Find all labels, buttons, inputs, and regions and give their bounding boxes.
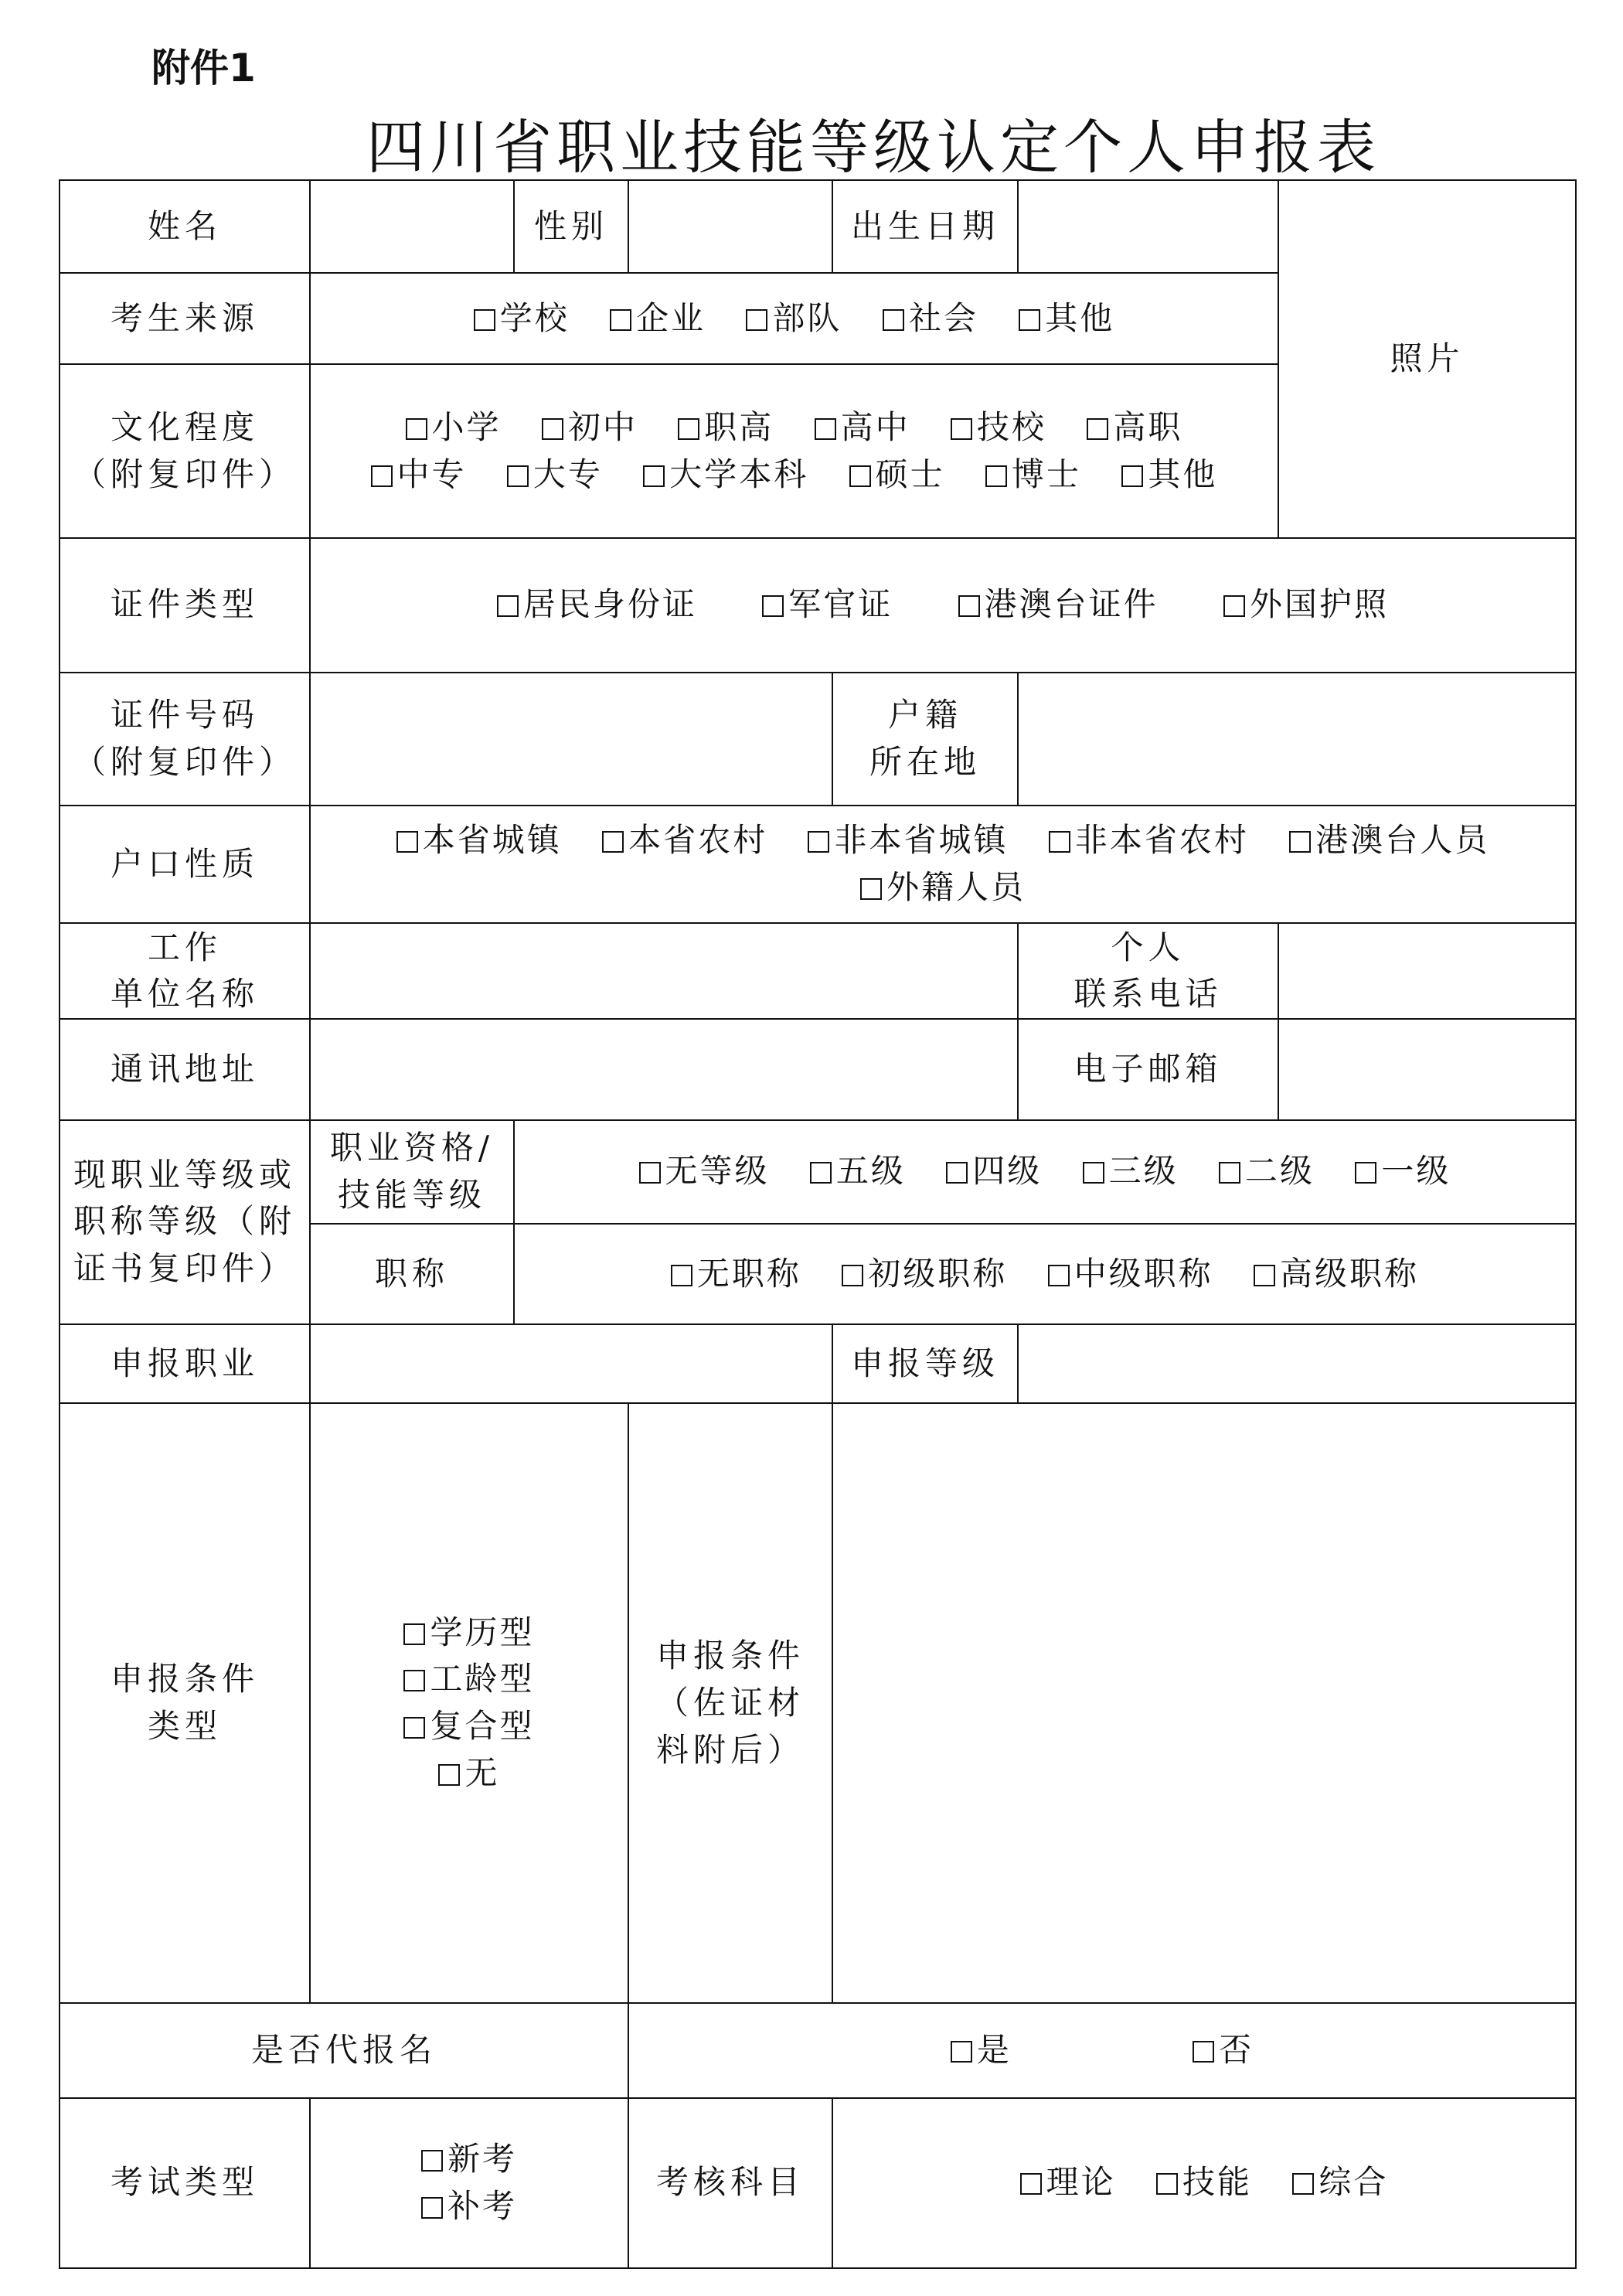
label-qualification-line1: 职业资格/ <box>329 1128 495 1167</box>
option-label: 大专 <box>532 455 603 493</box>
checkbox-icon[interactable] <box>1083 1162 1104 1184</box>
attachment-label: 附件1 <box>151 46 256 90</box>
option-label: 复合型 <box>430 1707 535 1746</box>
education-options <box>310 364 1278 537</box>
label-household-location-line2: 所在地 <box>869 743 981 782</box>
checkbox-icon[interactable] <box>507 465 529 487</box>
checkbox-icon[interactable] <box>497 595 519 617</box>
label-education <box>60 364 310 537</box>
checkbox-icon[interactable] <box>403 1717 425 1739</box>
checkbox-icon[interactable] <box>671 1265 692 1286</box>
label-conditions-line3: 料附后） <box>655 1730 805 1769</box>
checkbox-icon[interactable] <box>1049 831 1070 853</box>
label-current-level-line2: 职称等级（附 <box>73 1202 296 1241</box>
title-rank-option[interactable] <box>671 1255 801 1293</box>
option-label: 学历型 <box>430 1613 535 1651</box>
label-email: 电子邮箱 <box>1018 1019 1278 1119</box>
education-option[interactable] <box>507 455 603 493</box>
label-phone-line1: 个人 <box>1111 928 1186 966</box>
checkbox-icon[interactable] <box>1292 2173 1314 2195</box>
exam-subject-option[interactable] <box>1020 2163 1116 2201</box>
option-label: 否 <box>1219 2031 1254 2069</box>
option-label: 高职 <box>1113 407 1183 446</box>
label-title-rank: 职称 <box>310 1224 514 1324</box>
household-options <box>310 806 1576 923</box>
title-rank-option[interactable] <box>1254 1255 1419 1293</box>
education-option[interactable] <box>371 455 467 493</box>
checkbox-icon[interactable] <box>815 418 836 440</box>
checkbox-icon[interactable] <box>958 595 980 617</box>
label-apply-occupation: 申报职业 <box>60 1324 310 1403</box>
source-option[interactable] <box>883 299 978 337</box>
checkbox-icon[interactable] <box>1019 309 1040 331</box>
application-form-table <box>59 179 1577 2269</box>
checkbox-icon[interactable] <box>396 831 418 853</box>
checkbox-icon[interactable] <box>762 595 784 617</box>
apply-occupation-field[interactable] <box>310 1324 832 1403</box>
education-option[interactable] <box>1121 455 1217 493</box>
label-gender: 性别 <box>514 180 628 273</box>
checkbox-icon[interactable] <box>951 2041 972 2063</box>
checkbox-icon[interactable] <box>678 418 699 440</box>
option-label: 无 <box>464 1754 500 1793</box>
conditions-field[interactable] <box>832 1403 1576 2003</box>
option-label: 部队 <box>772 298 842 337</box>
exam-type-options <box>310 2098 628 2268</box>
option-label: 军官证 <box>788 585 893 624</box>
education-option[interactable] <box>951 408 1046 446</box>
label-id-type: 证件类型 <box>60 538 310 673</box>
row-household-type <box>60 806 1576 923</box>
qualification-option[interactable] <box>1083 1152 1179 1190</box>
qualification-option[interactable] <box>946 1152 1042 1190</box>
checkbox-icon[interactable] <box>421 2150 443 2172</box>
checkbox-icon[interactable] <box>842 1265 863 1286</box>
checkbox-icon[interactable] <box>542 418 563 440</box>
label-address: 通讯地址 <box>60 1019 310 1119</box>
option-label: 居民身份证 <box>522 585 697 624</box>
option-label: 中级职称 <box>1073 1254 1213 1293</box>
label-proxy: 是否代报名 <box>60 2003 628 2097</box>
education-option[interactable] <box>1087 408 1182 446</box>
option-label: 无职称 <box>696 1254 801 1293</box>
label-name: 姓名 <box>60 180 310 273</box>
label-exam-type: 考试类型 <box>60 2098 310 2268</box>
work-unit-field[interactable] <box>310 923 1018 1019</box>
id-number-field[interactable] <box>310 673 832 806</box>
option-label: 港澳台人员 <box>1315 821 1490 860</box>
exam-subject-option[interactable] <box>1156 2163 1252 2201</box>
option-label: 非本省农村 <box>1074 821 1249 860</box>
option-label: 外国护照 <box>1250 585 1390 624</box>
household-option[interactable] <box>1049 821 1249 859</box>
option-label: 其他 <box>1148 455 1218 493</box>
option-label: 四级 <box>972 1152 1043 1191</box>
option-label: 本省城镇 <box>422 821 562 860</box>
row-id-type <box>60 538 1576 673</box>
option-label: 一级 <box>1381 1152 1451 1191</box>
education-option[interactable] <box>849 455 945 493</box>
option-label: 博士 <box>1012 455 1082 493</box>
option-label: 硕士 <box>875 455 945 493</box>
education-option[interactable] <box>643 455 808 493</box>
checkbox-icon[interactable] <box>403 1623 425 1645</box>
checkbox-icon[interactable] <box>1121 465 1143 487</box>
option-label: 理论 <box>1046 2163 1116 2202</box>
checkbox-icon[interactable] <box>1193 2041 1214 2063</box>
id-type-option[interactable] <box>1223 585 1389 623</box>
label-work-unit-line1: 工作 <box>147 928 222 966</box>
qualification-option[interactable] <box>1355 1152 1451 1190</box>
title-rank-option[interactable] <box>842 1255 1007 1293</box>
label-phone-line2: 联系电话 <box>1073 975 1223 1013</box>
condition-type-options <box>310 1403 628 2003</box>
label-exam-subject: 考核科目 <box>628 2098 832 2268</box>
email-field[interactable] <box>1278 1019 1576 1119</box>
option-label: 社会 <box>908 298 978 337</box>
row-qualification <box>60 1120 1576 1224</box>
label-birth-date: 出生日期 <box>832 180 1018 273</box>
option-label: 是 <box>976 2031 1012 2069</box>
checkbox-icon[interactable] <box>951 418 972 440</box>
label-phone <box>1018 923 1278 1019</box>
household-option[interactable] <box>808 821 1008 859</box>
label-conditions-line1: 申报条件 <box>655 1636 805 1674</box>
checkbox-icon[interactable] <box>610 309 631 331</box>
row-work-unit <box>60 923 1576 1019</box>
label-qualification-line2: 技能等级 <box>337 1175 486 1214</box>
label-apply-level: 申报等级 <box>832 1324 1018 1403</box>
household-option[interactable] <box>1289 821 1489 859</box>
checkbox-icon[interactable] <box>1087 418 1108 440</box>
qualification-options <box>514 1120 1576 1224</box>
exam-subject-options <box>832 2098 1576 2268</box>
label-condition-type <box>60 1403 310 2003</box>
photo-box[interactable]: 照片 <box>1278 180 1576 538</box>
option-label: 无等级 <box>665 1152 770 1191</box>
checkbox-icon[interactable] <box>1355 1162 1376 1184</box>
id-type-option[interactable] <box>762 585 893 623</box>
option-label: 大学本科 <box>669 455 809 493</box>
title-rank-options <box>514 1224 1576 1324</box>
phone-field[interactable] <box>1278 923 1576 1019</box>
label-work-unit <box>60 923 310 1019</box>
checkbox-icon[interactable] <box>438 1764 460 1786</box>
condition-type-option[interactable] <box>403 1610 534 1657</box>
education-option[interactable] <box>406 408 502 446</box>
label-current-level-line1: 现职业等级或 <box>73 1155 296 1194</box>
checkbox-icon[interactable] <box>643 465 665 487</box>
education-option[interactable] <box>815 408 910 446</box>
label-household-location-line1: 户籍 <box>887 696 962 734</box>
checkbox-icon[interactable] <box>406 418 427 440</box>
label-source: 考生来源 <box>60 273 310 364</box>
qualification-option[interactable] <box>810 1152 906 1190</box>
option-label: 综合 <box>1318 2163 1389 2202</box>
option-label: 外籍人员 <box>886 868 1026 907</box>
checkbox-icon[interactable] <box>985 465 1007 487</box>
education-options-line1 <box>315 404 1273 451</box>
label-work-unit-line2: 单位名称 <box>110 975 259 1013</box>
row-basic-info <box>60 180 1576 273</box>
option-label: 三级 <box>1108 1152 1179 1191</box>
option-label: 企业 <box>636 298 706 337</box>
checkbox-icon[interactable] <box>474 309 495 331</box>
label-education-line: 文化程度 <box>110 407 259 446</box>
apply-level-field[interactable] <box>1018 1324 1576 1403</box>
exam-type-option[interactable] <box>421 2183 517 2230</box>
option-label: 学校 <box>499 298 570 337</box>
source-option[interactable] <box>610 299 706 337</box>
household-location-field[interactable] <box>1018 673 1576 806</box>
option-label: 技能 <box>1182 2163 1252 2202</box>
checkbox-icon[interactable] <box>639 1162 661 1184</box>
id-type-option[interactable] <box>497 585 697 623</box>
option-label: 其他 <box>1045 298 1115 337</box>
option-label: 小学 <box>431 407 502 446</box>
checkbox-icon[interactable] <box>1156 2173 1178 2195</box>
household-option[interactable] <box>396 821 562 859</box>
checkbox-icon[interactable] <box>810 1162 832 1184</box>
source-option[interactable] <box>474 299 570 337</box>
checkbox-icon[interactable] <box>1289 831 1311 853</box>
option-label: 工龄型 <box>430 1660 535 1698</box>
row-id-number <box>60 673 1576 806</box>
education-options-line2 <box>315 451 1273 499</box>
checkbox-icon[interactable] <box>371 465 393 487</box>
proxy-no-option[interactable] <box>1193 2031 1254 2069</box>
id-type-option[interactable] <box>958 585 1159 623</box>
option-label: 初级职称 <box>868 1254 1008 1293</box>
education-option[interactable] <box>542 408 638 446</box>
label-conditions-line2: （佐证材 <box>655 1683 805 1722</box>
checkbox-icon[interactable] <box>1223 595 1245 617</box>
option-label: 中专 <box>396 455 467 493</box>
label-household-type: 户口性质 <box>60 806 310 923</box>
label-current-level-line3: 证书复印件） <box>73 1249 296 1288</box>
name-field[interactable] <box>310 180 514 273</box>
label-qualification <box>310 1120 514 1224</box>
condition-type-option[interactable] <box>438 1750 499 1797</box>
row-conditions <box>60 1403 1576 2003</box>
checkbox-icon[interactable] <box>860 878 882 900</box>
checkbox-icon[interactable] <box>403 1670 425 1691</box>
household-options-line1 <box>315 817 1570 864</box>
row-address <box>60 1019 1576 1119</box>
label-condition-type-line2: 类型 <box>147 1707 222 1746</box>
source-option[interactable] <box>746 299 842 337</box>
option-label: 港澳台证件 <box>984 585 1159 624</box>
address-field[interactable] <box>310 1019 1018 1119</box>
label-condition-type-line1: 申报条件 <box>110 1660 259 1698</box>
checkbox-icon[interactable] <box>1048 1265 1070 1286</box>
option-label: 初中 <box>567 407 638 446</box>
form-title: 四川省职业技能等级认定个人申报表 <box>366 113 1380 182</box>
checkbox-icon[interactable] <box>421 2197 443 2219</box>
proxy-options <box>628 2003 1576 2097</box>
household-option[interactable] <box>602 821 767 859</box>
option-label: 新考 <box>447 2139 517 2178</box>
source-options <box>310 273 1278 364</box>
label-current-level <box>60 1120 310 1324</box>
option-label: 补考 <box>447 2186 517 2225</box>
checkbox-icon[interactable] <box>746 309 767 331</box>
id-type-options <box>310 538 1576 673</box>
row-exam <box>60 2098 1576 2268</box>
label-education-note: （附复印件） <box>73 455 296 493</box>
label-household-location <box>832 673 1018 806</box>
option-label: 五级 <box>835 1152 906 1191</box>
household-options-line2 <box>315 864 1570 911</box>
checkbox-icon[interactable] <box>602 831 624 853</box>
proxy-yes-option[interactable] <box>951 2031 1012 2069</box>
exam-type-option[interactable] <box>421 2136 517 2183</box>
row-proxy <box>60 2003 1576 2097</box>
birth-date-field[interactable] <box>1018 180 1278 273</box>
title-rank-option[interactable] <box>1048 1255 1213 1293</box>
checkbox-icon[interactable] <box>1020 2173 1042 2195</box>
qualification-option[interactable] <box>639 1152 770 1190</box>
option-label: 技校 <box>977 407 1047 446</box>
source-option[interactable] <box>1019 299 1114 337</box>
option-label: 高级职称 <box>1280 1254 1420 1293</box>
label-id-number <box>60 673 310 806</box>
checkbox-icon[interactable] <box>808 831 829 853</box>
option-label: 本省农村 <box>628 821 768 860</box>
option-label: 高中 <box>840 407 910 446</box>
label-id-number-line: 证件号码 <box>110 696 259 734</box>
qualification-option[interactable] <box>1219 1152 1315 1190</box>
gender-field[interactable] <box>628 180 832 273</box>
condition-type-option[interactable] <box>403 1656 534 1703</box>
option-label: 二级 <box>1245 1152 1315 1191</box>
household-option[interactable] <box>860 868 1026 906</box>
checkbox-icon[interactable] <box>946 1162 968 1184</box>
checkbox-icon[interactable] <box>849 465 871 487</box>
label-id-number-note: （附复印件） <box>73 743 296 782</box>
checkbox-icon[interactable] <box>883 309 904 331</box>
education-option[interactable] <box>678 408 774 446</box>
education-option[interactable] <box>985 455 1081 493</box>
checkbox-icon[interactable] <box>1219 1162 1240 1184</box>
condition-type-option[interactable] <box>403 1703 534 1750</box>
option-label: 职高 <box>704 407 774 446</box>
option-label: 非本省城镇 <box>834 821 1009 860</box>
row-apply <box>60 1324 1576 1403</box>
exam-subject-option[interactable] <box>1292 2163 1388 2201</box>
label-conditions <box>628 1403 832 2003</box>
checkbox-icon[interactable] <box>1254 1265 1275 1286</box>
